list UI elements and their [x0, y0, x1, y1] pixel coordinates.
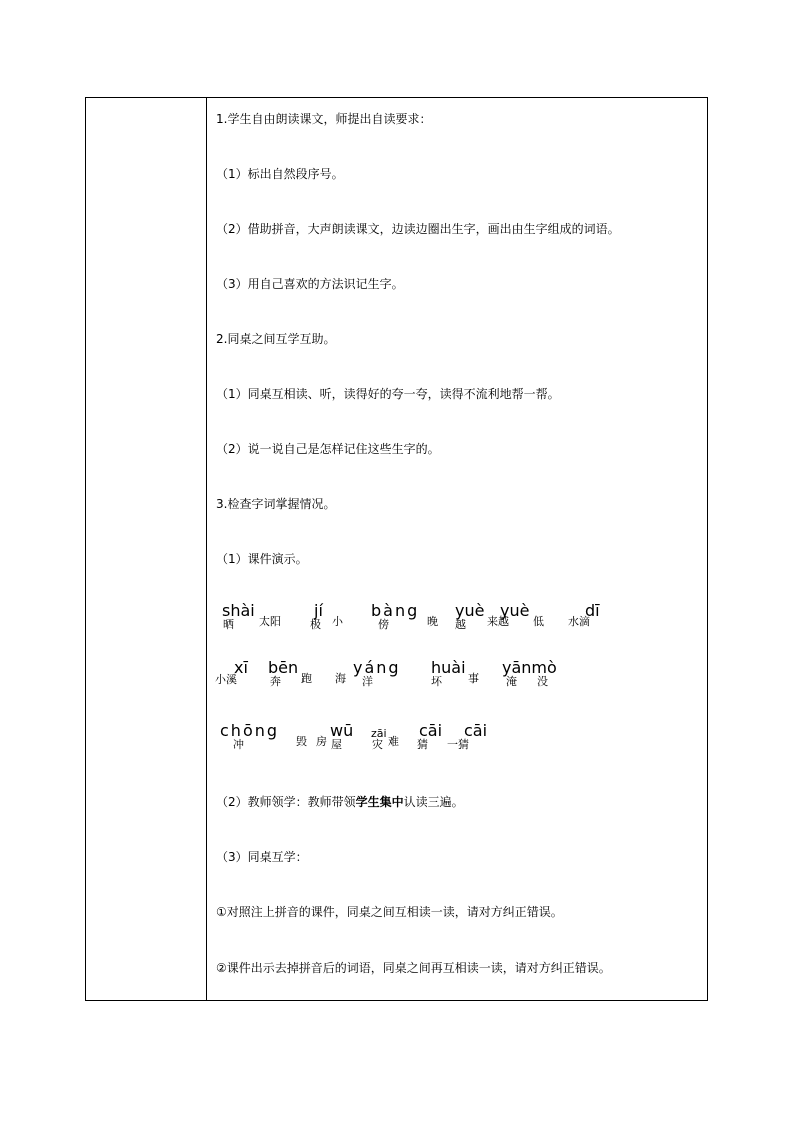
hanzi-shi: 事 [468, 672, 479, 685]
step-2-item-2: （2）说一说自己是怎样记住这些生字的。 [216, 442, 440, 456]
pinyin-cai-1: cāi [419, 721, 443, 740]
pinyin-cai-2: cāi [464, 721, 488, 740]
pinyin-di: dī [585, 601, 600, 620]
hanzi-ben: 奔 [270, 675, 281, 688]
hanzi-mo: 没 [537, 675, 548, 688]
hanzi-bang: 傍 [378, 618, 389, 631]
hanzi-ji: 极 [310, 618, 321, 631]
pinyin-huai: huài [431, 658, 466, 677]
hanzi-taiyang: 太阳 [259, 615, 281, 628]
step-3-item-2-suffix: 认读三遍。 [403, 795, 464, 809]
step-3-item-2 [216, 795, 464, 809]
pinyin-bang: bàng [371, 601, 420, 620]
hanzi-fang: 房 [316, 735, 327, 748]
hanzi-hai: 海 [335, 672, 346, 685]
pinyin-yue-1: yuè [455, 601, 485, 620]
hanzi-shai: 晒 [223, 618, 234, 631]
hanzi-chong: 冲 [233, 738, 244, 751]
pinyin-xi: xī [234, 658, 248, 677]
hanzi-yue-1: 越 [455, 618, 466, 631]
hanzi-zai: 灾 [372, 738, 383, 751]
pinyin-ji: jí [314, 601, 323, 620]
step-3-sub-item-2: ②课件出示去掉拼音后的词语，同桌之间再互相读一读，请对方纠正错误。 [216, 961, 611, 975]
pinyin-zai: zāi [371, 727, 387, 740]
hanzi-yan: 淹 [506, 675, 517, 688]
pinyin-yanmo: yānmò [502, 658, 557, 677]
step-3-item-2-prefix: （2）教师领学：教师带领 [216, 795, 356, 809]
hanzi-shuidi: 水滴 [568, 615, 590, 628]
step-3-item-3: （3）同桌互学： [216, 850, 308, 864]
step-3-title: 3.检查字词掌握情况。 [216, 497, 336, 511]
hanzi-xiao: 小 [332, 615, 343, 628]
hanzi-pao: 跑 [301, 672, 312, 685]
step-3-item-1: （1）课件演示。 [216, 552, 308, 566]
hanzi-di: 低 [533, 615, 544, 628]
column-divider [206, 97, 207, 1001]
step-1-item-2: （2）借助拼音，大声朗读课文，边读边圈出生字，画出由生字组成的词语。 [216, 222, 620, 236]
step-1-title: 1.学生自由朗读课文，师提出自读要求： [216, 112, 432, 126]
hanzi-wu: 屋 [331, 738, 342, 751]
hanzi-yang: 洋 [362, 675, 373, 688]
step-2-item-1: （1）同桌互相读、听，读得好的夸一夸，读得不流利地帮一帮。 [216, 387, 560, 401]
hanzi-yicai: 一猜 [447, 738, 469, 751]
hanzi-cai: 猜 [417, 738, 428, 751]
step-2-title: 2.同桌之间互学互助。 [216, 332, 336, 346]
hanzi-xiaoxi: 小溪 [215, 673, 237, 686]
pinyin-shai: shài [222, 601, 255, 620]
pinyin-ben: bēn [268, 658, 299, 677]
step-1-item-3: （3）用自己喜欢的方法识记生字。 [216, 277, 404, 291]
hanzi-huai: 坏 [431, 675, 442, 688]
pinyin-yue-2: yuè [500, 601, 530, 620]
pinyin-wu: wū [330, 721, 354, 740]
hanzi-nan: 难 [388, 735, 399, 748]
hanzi-hui: 毁 [296, 735, 307, 748]
step-3-item-2-bold: 学生集中 [355, 795, 404, 809]
step-3-sub-item-1: ①对照注上拼音的课件，同桌之间互相读一读，请对方纠正错误。 [216, 905, 563, 919]
hanzi-wan: 晚 [427, 615, 438, 628]
pinyin-chong: chōng [220, 721, 280, 740]
pinyin-yang: yáng [353, 658, 401, 677]
step-1-item-1: （1）标出自然段序号。 [216, 167, 344, 181]
hanzi-lai-yue: 来越 [487, 615, 509, 628]
